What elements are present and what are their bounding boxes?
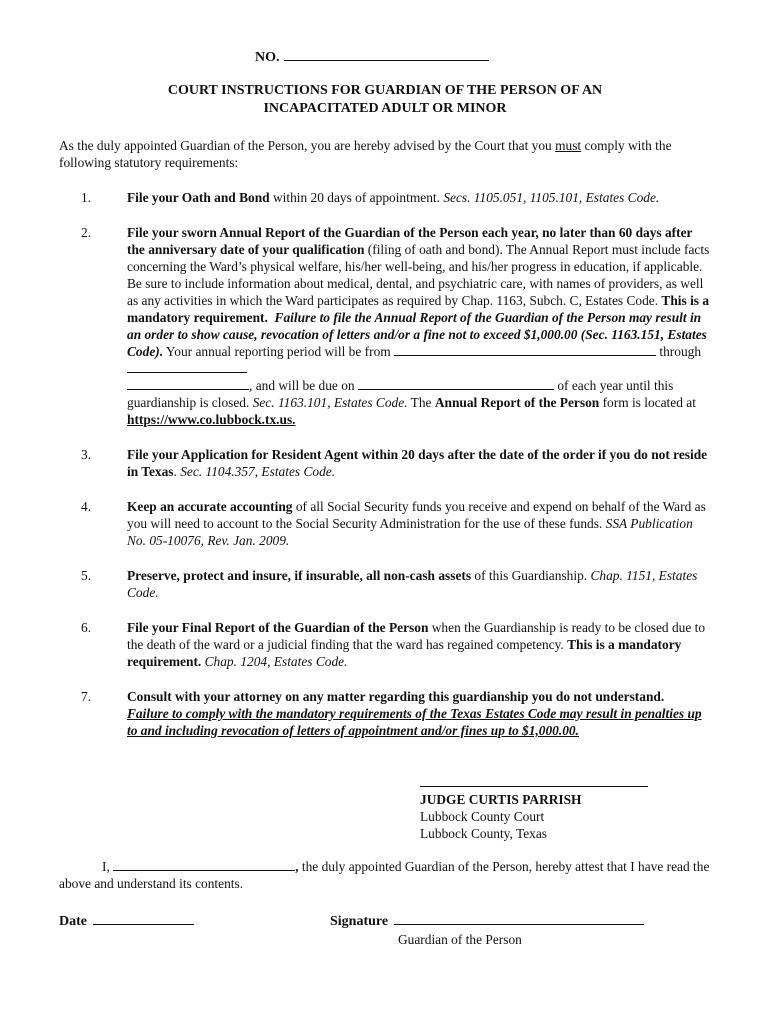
guardian-name-blank[interactable]	[113, 859, 295, 871]
due-date-blank[interactable]	[358, 378, 554, 390]
item-bold: Keep an accurate accounting	[127, 499, 293, 514]
period-through-blank[interactable]	[127, 361, 247, 373]
item-text: (filing of oath and bond). The Annual Report must include facts concerning the Ward’s physical welfare, his/her well-being, and his/her progress in education, if applicable. Be sure to include information about medical, dental, and psychiatric care, with names of providers, as well as any activities in which the Ward participates as required by Chap. 1163, Subch. C, Estates Code.	[127, 242, 710, 308]
item-text: of this Guardianship.	[471, 568, 591, 583]
item-citation: SSA Publication No. 05-10076, Rev. Jan. 2009.	[127, 516, 693, 548]
item-text: .	[173, 464, 181, 479]
item-mandatory: This is a mandatory requirement.	[127, 293, 710, 325]
item-body	[127, 619, 710, 670]
intro-text-2: comply with the following statutory requirements:	[59, 138, 672, 170]
attestation-paragraph	[59, 858, 719, 892]
form-location-text: form is located at	[599, 395, 696, 410]
item-bold: File your Application for Resident Agent within 20 days after the date of the order if you do not reside in Texas	[127, 447, 708, 479]
item-bold: File your sworn Annual Report of the Guardian of the Person each year, no later than 60 days after the anniversary date of your qualification	[127, 225, 693, 257]
item-bold: Preserve, protect and insure, if insurable, all non-cash assets	[127, 568, 472, 583]
attest-i: I,	[102, 859, 114, 874]
period-from-blank[interactable]	[394, 344, 656, 356]
item-number: 2.	[81, 225, 92, 240]
date-row	[59, 913, 194, 930]
due-on-text: , and will be due on	[249, 378, 358, 393]
case-number-blank[interactable]	[284, 48, 489, 61]
through-text: through	[656, 344, 702, 359]
item-body	[127, 446, 710, 480]
case-number-line	[255, 48, 770, 66]
item-number: 3.	[81, 447, 92, 462]
judge-signature-block	[420, 772, 680, 842]
date-label: Date	[59, 914, 87, 929]
item-warning: Failure to file the Annual Report of the Guardian of the Person may result in an order to show cause, revocation of letters and/or a fine not to exceed $1,000.00 (Sec. 1163.151, Estates Code).	[127, 310, 707, 359]
item-citation: Chap. 1204, Estates Code.	[201, 654, 348, 669]
item-text: of all Social Security funds you receive and expend on behalf of the Ward as you will need to account to the Social Security Administration for the use of these funds.	[127, 499, 706, 531]
judge-signature-line	[420, 772, 648, 787]
item-number: 4.	[81, 499, 92, 514]
item-citation: Secs. 1105.051, 1105.101, Estates Code.	[443, 190, 660, 205]
case-number-label: NO.	[255, 50, 280, 65]
title-line-1: COURT INSTRUCTIONS FOR GUARDIAN OF THE PERSON OF AN	[167, 83, 603, 98]
item-bold: File your Final Report of the Guardian of the Person	[127, 620, 429, 635]
intro-text-1: As the duly appointed Guardian of the Person, you are hereby advised by the Court that you	[59, 138, 556, 153]
item-citation: Sec. 1163.101, Estates Code.	[252, 395, 408, 410]
document-title	[0, 82, 770, 118]
intro-paragraph	[59, 137, 719, 171]
court-name: Lubbock County Court	[420, 809, 545, 824]
guardian-caption: Guardian of the Person	[398, 932, 522, 947]
item-body	[127, 498, 710, 549]
signature-row	[330, 913, 644, 930]
item-number: 7.	[81, 689, 92, 704]
item-text: when the Guardianship is ready to be closed due to the death of the ward or a judicial finding that the ward has regained competency.	[127, 620, 706, 652]
period-from-text: Your annual reporting period will be from	[163, 344, 395, 359]
item-body	[127, 189, 710, 206]
judge-name: JUDGE CURTIS PARRISH	[420, 792, 582, 807]
item-number: 6.	[81, 620, 92, 635]
county-website-link[interactable]: https://www.co.lubbock.tx.us.	[127, 412, 296, 427]
date-blank[interactable]	[93, 913, 194, 925]
attest-text: the duly appointed Guardian of the Person, hereby attest that I have read the above and understand its contents.	[59, 859, 710, 891]
title-line-2: INCAPACITATED ADULT OR MINOR	[263, 101, 507, 116]
item-bold: File your Oath and Bond	[127, 190, 270, 205]
the-text: The	[407, 395, 435, 410]
attest-comma: ,	[295, 859, 299, 874]
signature-label: Signature	[330, 914, 389, 929]
item-citation: Chap. 1151, Estates Code.	[127, 568, 698, 600]
item-citation: Sec. 1104.357, Estates Code.	[180, 464, 336, 479]
item-number: 5.	[81, 568, 92, 583]
item-body	[127, 567, 710, 601]
item-warning: Failure to comply with the mandatory requirements of the Texas Estates Code may result in penalties up to and including revocation of letters of appointment and/or fines up to $1,000.00.	[127, 706, 702, 738]
county-name: Lubbock County, Texas	[420, 826, 548, 841]
item-number: 1.	[81, 190, 92, 205]
item-body	[127, 688, 710, 739]
item-mandatory: This is a mandatory requirement.	[127, 637, 682, 669]
item-text: within 20 days of appointment.	[269, 190, 444, 205]
item-bold: Consult with your attorney on any matter regarding this guardianship you do not understand.	[127, 689, 665, 704]
form-name: Annual Report of the Person	[434, 395, 600, 410]
signature-blank[interactable]	[394, 913, 644, 925]
item-body	[127, 224, 710, 428]
each-year-text: of each year until this guardianship is closed.	[127, 378, 674, 410]
intro-must: must	[555, 138, 582, 153]
period-through-blank-cont[interactable]	[127, 378, 249, 390]
